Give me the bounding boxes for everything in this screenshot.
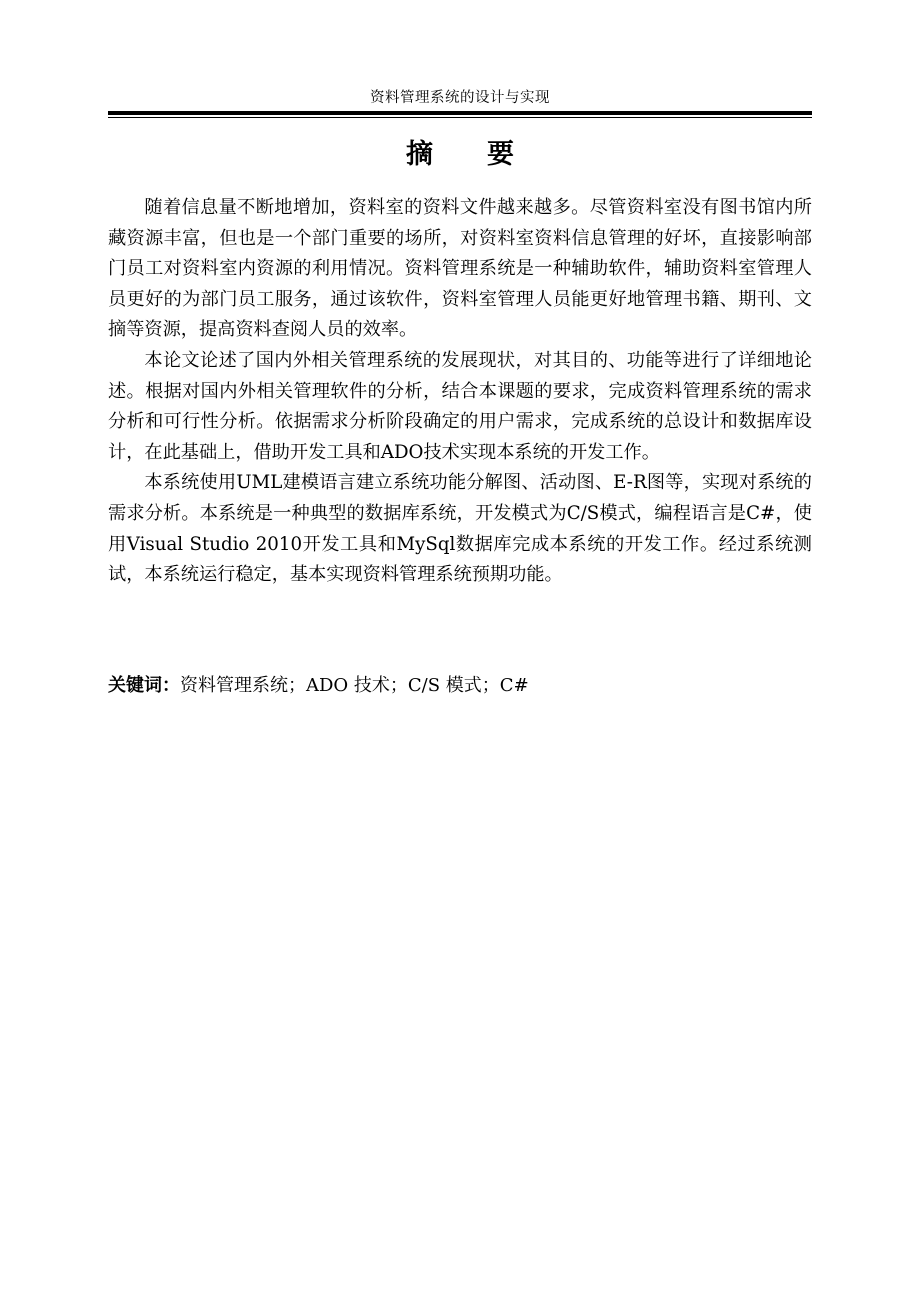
running-header: 资料管理系统的设计与实现	[370, 90, 550, 106]
abstract-body	[108, 193, 812, 591]
keywords-label: 关键词：	[108, 675, 180, 696]
abstract-paragraph-2: 本论文论述了国内外相关管理系统的发展现状，对其目的、功能等进行了详细地论述。根据对国内外相关管理软件的分析，结合本课题的要求，完成资料管理系统的需求分析和可行性分析。依据需求分析阶段确定的用户需求，完成系统的总设计和数据库设计，在此基础上，借助开发工具和ADO技术实现本系统的开发工作。	[108, 349, 812, 463]
abstract-paragraph-1: 随着信息量不断地增加，资料室的资料文件越来越多。尽管资料室没有图书馆内所藏资源丰富，但也是一个部门重要的场所，对资料室资料信息管理的好坏，直接影响部门员工对资料室内资源的利用情况。资料管理系统是一种辅助软件，辅助资料室管理人员更好的为部门员工服务，通过该软件，资料室管理人员能更好地管理书籍、期刊、文摘等资源，提高资料查阅人员的效率。	[108, 197, 812, 341]
keywords-text: 资料管理系统；ADO 技术；C/S 模式；C#	[180, 675, 529, 696]
keywords-line	[108, 673, 812, 699]
header-rule-thick	[108, 111, 812, 115]
abstract-paragraph-3: 本系统使用UML建模语言建立系统功能分解图、活动图、E-R图等，实现对系统的需求分析。本系统是一种典型的数据库系统，开发模式为C/S模式，编程语言是C#，使用Visual Studio 2010开发工具和MySql数据库完成本系统的开发工作。经过系统测试，本系统运行稳定，基本实现资料管理系统预期功能。	[108, 472, 812, 586]
header-rule-thin	[108, 117, 812, 118]
abstract-title: 摘要	[406, 139, 568, 170]
